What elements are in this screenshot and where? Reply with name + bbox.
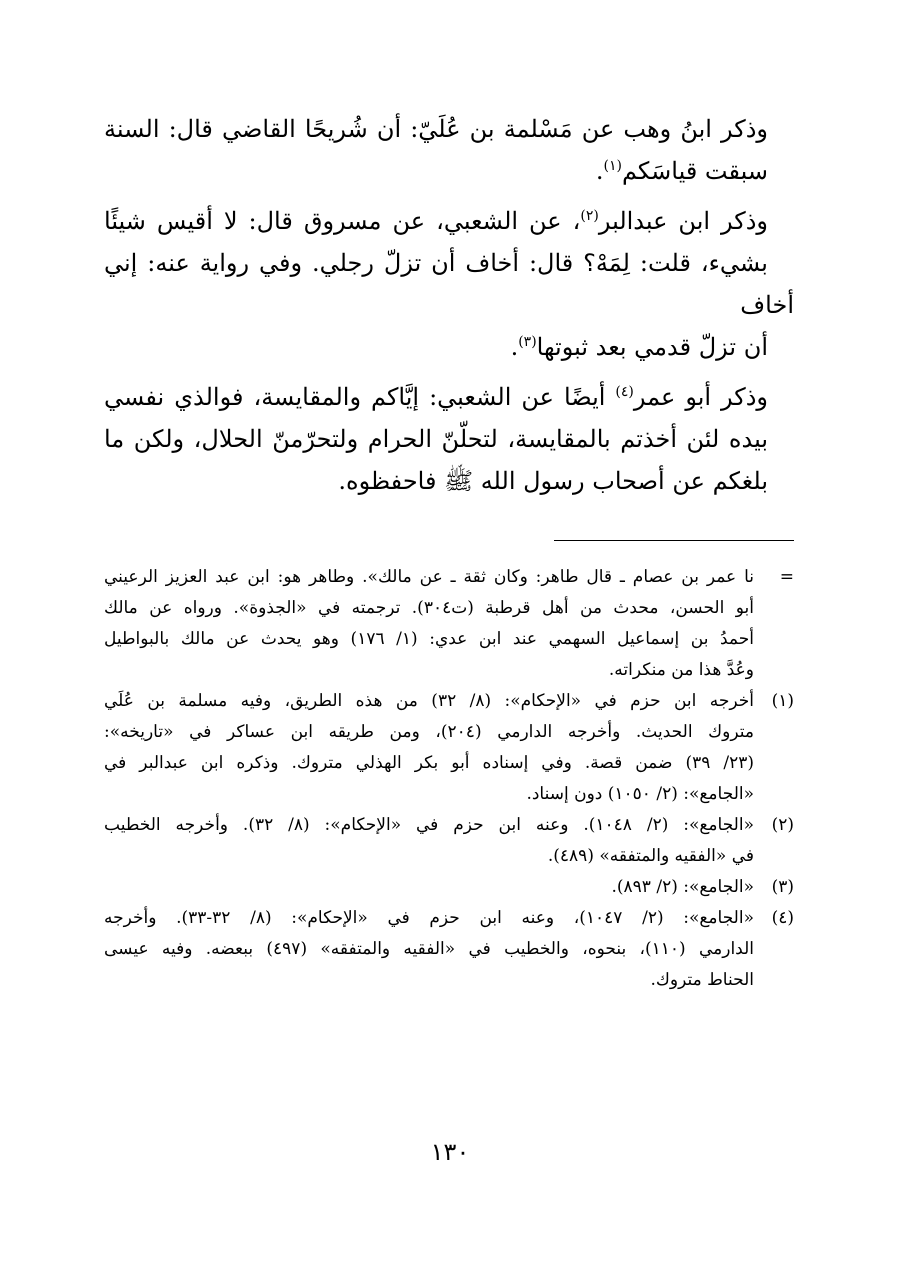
paragraph-2-line-3-text: أن تزلّ قدمي بعد ثبوتها xyxy=(536,333,768,361)
footnote-line: نا عمر بن عصام ـ قال طاهر: وكان ثقة ـ عن مالك». وطاهر هو: ابن عبد العزيز الرعيني xyxy=(104,567,754,587)
footnote-body xyxy=(104,872,754,903)
footnote-separator xyxy=(554,540,794,541)
footnote-line: (٢٣/ ٣٩) ضمن قصة. وفي إسناده أبو بكر الهذلي متروك. وذكره ابن عبدالبر في xyxy=(104,753,754,773)
page-number: ١٣٠ xyxy=(430,1138,470,1166)
footnote-mark: = xyxy=(779,567,794,587)
paragraph-2-line-1-rest: ، عن الشعبي، عن مسروق قال: لا أقيس شيئًا xyxy=(104,207,581,235)
footnote-body xyxy=(104,903,754,996)
paragraph-3-line-1-start: وذكر أبو عمر xyxy=(633,383,768,411)
main-text xyxy=(104,108,794,510)
footnote-mark: (٤) xyxy=(771,908,794,928)
footnote-line: أخرجه ابن حزم في «الإحكام»: (٨/ ٣٢) من هذه الطريق، وفيه مسلمة بن عُلَي xyxy=(104,691,755,711)
footnote-2 xyxy=(104,810,794,872)
paragraph-3-line-1 xyxy=(104,376,794,418)
paragraph-3-line-3: بلغكم عن أصحاب رسول الله ﷺ فاحفظوه. xyxy=(338,467,768,495)
footnote-line: وعُدَّ هذا من منكراته. xyxy=(608,660,754,680)
footnote-line: في «الفقيه والمتفقه» (٤٨٩). xyxy=(547,846,754,866)
footnote-body xyxy=(104,686,754,810)
footnote-mark: (١) xyxy=(771,691,794,711)
footnote-line: الحناط متروك. xyxy=(650,970,754,990)
footnote-ref-2[interactable]: (٢) xyxy=(580,208,599,224)
footnote-4 xyxy=(104,903,794,996)
paragraph-3 xyxy=(104,376,794,502)
footnote-ref-1[interactable]: (١) xyxy=(603,158,622,174)
paragraph-1-line-2 xyxy=(104,150,794,192)
paragraph-1-end: . xyxy=(595,157,604,185)
paragraph-1 xyxy=(104,108,794,192)
footnote-mark: (٣) xyxy=(771,877,794,897)
paragraph-1-line-2-text: سبقت قياسَكم xyxy=(621,157,768,185)
footnote-ref-4[interactable]: (٤) xyxy=(615,384,634,400)
paragraph-1-line-1: وذكر ابنُ وهب عن مَسْلمة بن عُلَيّ: أن شُريحًا القاضي قال: السنة xyxy=(104,115,768,143)
footnotes xyxy=(104,562,794,996)
footnote-3 xyxy=(104,872,794,903)
footnote-line: «الجامع»: (٢/ ١٠٤٧)، وعنه ابن حزم في «الإحكام»: (٨/ ٣٢-٣٣). وأخرجه xyxy=(104,908,754,928)
paragraph-2-line-1 xyxy=(104,200,794,242)
footnote-line: أحمدُ بن إسماعيل السهمي عند ابن عدي: (١/ ١٧٦) وهو يحدث عن مالك بالبواطيل xyxy=(104,629,754,649)
footnote-line: الدارمي (١١٠)، بنحوه، والخطيب في «الفقيه والمتفقه» (٤٩٧) ببعضه. وفيه عيسى xyxy=(104,939,755,959)
footnote-line: متروك الحديث. وأخرجه الدارمي (٢٠٤)، ومن طريقه ابن عساكر في «تاريخه»: xyxy=(104,722,754,742)
footnote-line: «الجامع»: (٢/ ١٠٥٠) دون إسناد. xyxy=(526,784,754,804)
paragraph-3-line-1-rest: أيضًا عن الشعبي: إيَّاكم والمقايسة، فوالذي نفسي xyxy=(104,383,616,411)
footnote-body xyxy=(104,810,754,872)
footnote-ref-3[interactable]: (٣) xyxy=(518,334,537,350)
paragraph-2-line-3 xyxy=(104,326,794,368)
footnote-body xyxy=(104,562,754,686)
footnote-mark: (٢) xyxy=(771,815,794,835)
paragraph-2-line-1-start: وذكر ابن عبدالبر xyxy=(598,207,768,235)
footnote-line: أبو الحسن، محدث من أهل قرطبة (ت٣٠٤). ترجمته في «الجذوة». ورواه عن مالك xyxy=(104,598,754,618)
paragraph-2-line-2: بشيء، قلت: لِمَهْ؟ قال: أخاف أن تزلّ رجلي. وفي رواية عنه: إني أخاف xyxy=(104,249,794,319)
paragraph-3-line-2: بيده لئن أخذتم بالمقايسة، لتحلّنّ الحرام ولتحرّمنّ الحلال، ولكن ما xyxy=(104,425,768,453)
footnote-continued xyxy=(104,562,794,686)
paragraph-2 xyxy=(104,200,794,368)
footnote-line: «الجامع»: (٢/ ١٠٤٨). وعنه ابن حزم في «الإحكام»: (٨/ ٣٢). وأخرجه الخطيب xyxy=(104,815,754,835)
paragraph-2-end: . xyxy=(510,333,519,361)
footnote-1 xyxy=(104,686,794,810)
footnote-line: «الجامع»: (٢/ ٨٩٣). xyxy=(611,877,754,897)
